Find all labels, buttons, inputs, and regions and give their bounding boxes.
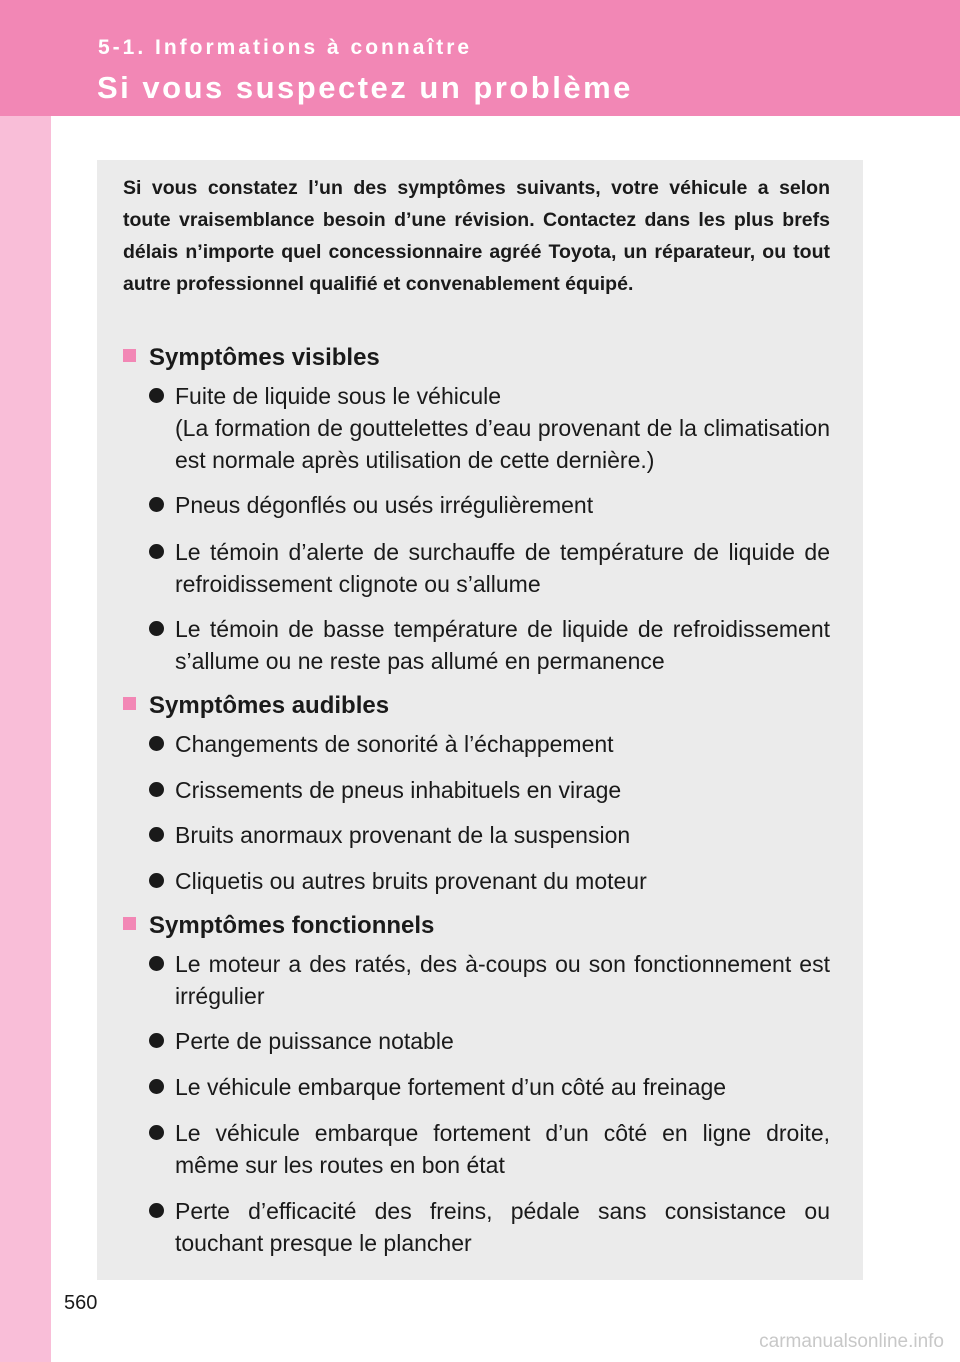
list-item: Le moteur a des ratés, des à-coups ou son fonctionnement est irrégulier bbox=[149, 948, 830, 1012]
section-heading-visible: Symptômes visibles bbox=[123, 344, 380, 372]
list-item: Perte de puissance notable bbox=[149, 1025, 830, 1057]
section-label: 5-1. Informations à connaître bbox=[98, 36, 473, 59]
bullet-icon bbox=[149, 1079, 164, 1094]
page-title: Si vous suspectez un problème bbox=[97, 70, 633, 105]
square-bullet-icon bbox=[123, 349, 136, 362]
bullet-icon bbox=[149, 873, 164, 888]
list-item: Changements de sonorité à l’échappement bbox=[149, 728, 830, 760]
intro-paragraph: Si vous constatez l’un des symptômes suivants, votre véhicule a selon toute vraisemblance besoin d’une révision. Contactez dans les plus brefs délais n’importe quel concessionnaire agréé Toyota, un réparateur, ou tout autre professionnel qualifié et convenablement équipé. bbox=[123, 177, 830, 295]
bullet-icon bbox=[149, 736, 164, 751]
page-number: 560 bbox=[64, 1292, 98, 1314]
square-bullet-icon bbox=[123, 697, 136, 710]
list-item: Cliquetis ou autres bruits provenant du moteur bbox=[149, 865, 830, 897]
watermark: carmanualsonline.info bbox=[759, 1331, 944, 1352]
list-item: Le témoin d’alerte de surchauffe de température de liquide de refroidissement clignote ou s’allume bbox=[149, 536, 830, 600]
bullet-icon bbox=[149, 621, 164, 636]
list-item-note: (La formation de gouttelettes d’eau provenant de la climatisation est normale après utilisation de cette dernière.) bbox=[175, 415, 830, 473]
section-heading-functional: Symptômes fonctionnels bbox=[123, 912, 434, 940]
bullet-icon bbox=[149, 827, 164, 842]
list-item: Perte d’efficacité des freins, pédale sans consistance ou touchant presque le plancher bbox=[149, 1195, 830, 1259]
list-item: Fuite de liquide sous le véhicule (La formation de gouttelettes d’eau provenant de la climatisation est normale après utilisation de cette dernière.) bbox=[149, 380, 830, 476]
square-bullet-icon bbox=[123, 917, 136, 930]
list-item: Crissements de pneus inhabituels en virage bbox=[149, 774, 830, 806]
list-item: Le véhicule embarque fortement d’un côté en ligne droite, même sur les routes en bon état bbox=[149, 1117, 830, 1181]
bullet-icon bbox=[149, 544, 164, 559]
section-heading-audible: Symptômes audibles bbox=[123, 692, 389, 720]
list-item: Pneus dégonflés ou usés irrégulièrement bbox=[149, 489, 830, 521]
bullet-icon bbox=[149, 782, 164, 797]
bullet-icon bbox=[149, 497, 164, 512]
bullet-icon bbox=[149, 1203, 164, 1218]
list-item: Le véhicule embarque fortement d’un côté au freinage bbox=[149, 1071, 830, 1103]
bullet-icon bbox=[149, 956, 164, 971]
page-header bbox=[0, 0, 960, 116]
symptoms-box bbox=[97, 160, 863, 1280]
bullet-icon bbox=[149, 388, 164, 403]
list-item: Le témoin de basse température de liquide de refroidissement s’allume ou ne reste pas allumé en permanence bbox=[149, 613, 830, 677]
bullet-icon bbox=[149, 1033, 164, 1048]
sidebar-strip bbox=[0, 0, 51, 1362]
bullet-icon bbox=[149, 1125, 164, 1140]
list-item: Bruits anormaux provenant de la suspension bbox=[149, 819, 830, 851]
